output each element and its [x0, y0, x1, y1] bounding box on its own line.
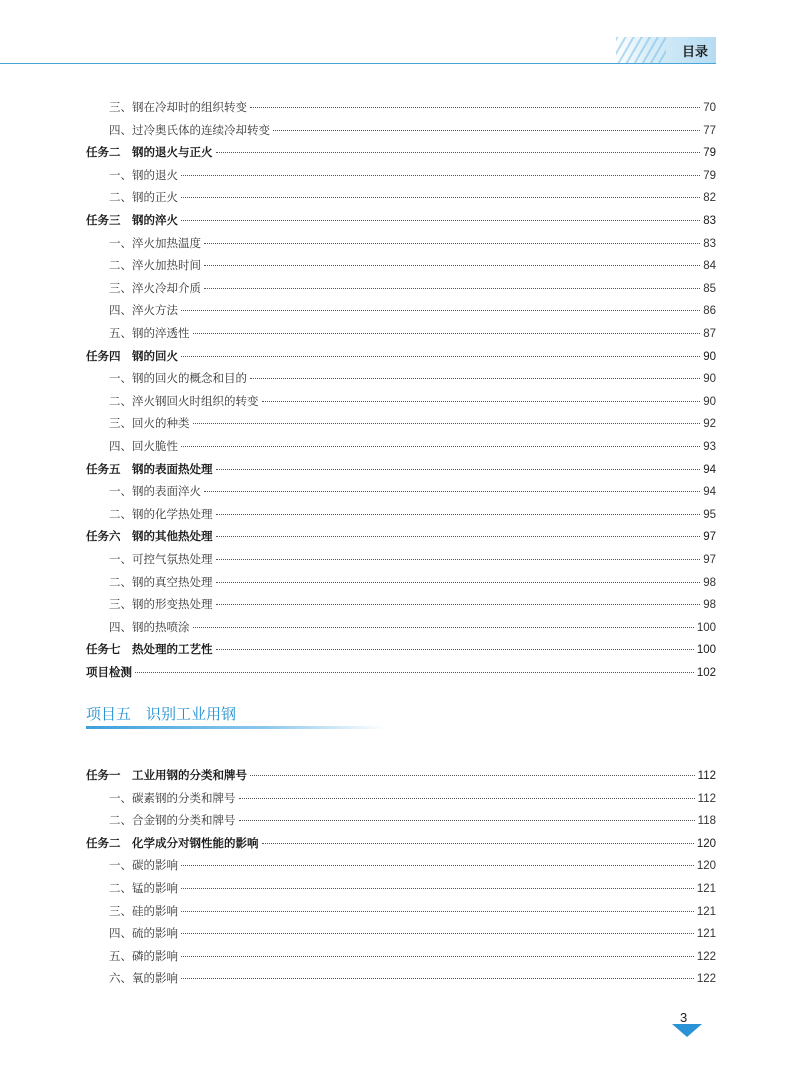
toc-entry-label: 五、钢的淬透性 [109, 326, 190, 340]
toc-sub-entry[interactable] [109, 323, 716, 343]
toc-sub-entry[interactable] [109, 901, 716, 921]
toc-sub-entry[interactable] [109, 617, 716, 637]
toc-entry-label: 四、淬火方法 [109, 303, 178, 318]
toc-entry-page: 98 [703, 576, 716, 589]
toc-leader-dots [181, 212, 700, 221]
toc-entry-page: 85 [703, 282, 716, 295]
toc-entry-page: 97 [703, 554, 716, 566]
toc-leader-dots [262, 393, 701, 402]
toc-leader-dots [216, 596, 701, 605]
toc-sub-entry[interactable] [109, 968, 716, 988]
toc-leader-dots [204, 483, 700, 492]
toc-entry-label: 三、钢在冷却时的组织转变 [109, 100, 247, 114]
toc-entry-page: 100 [696, 644, 716, 657]
toc-task-entry[interactable] [86, 639, 716, 659]
toc-entry-label: 二、淬火钢回火时组织的转变 [109, 393, 259, 408]
toc-leader-dots [216, 551, 701, 560]
toc-sub-entry[interactable] [109, 97, 716, 117]
toc-task-entry[interactable] [86, 833, 716, 853]
toc-entry-page: 70 [703, 102, 716, 114]
toc-entry-label: 一、碳素钢的分类和牌号 [109, 790, 236, 805]
toc-entry-page: 94 [703, 463, 716, 476]
toc-sub-entry[interactable] [109, 549, 716, 569]
toc-entry-label: 任务五 钢的表面热处理 [86, 461, 213, 476]
toc-entry-page: 90 [703, 395, 716, 408]
toc-entry-page: 122 [696, 973, 716, 986]
toc-entry-label: 三、硅的影响 [109, 903, 178, 918]
toc-leader-dots [204, 257, 700, 266]
toc-leader-dots [250, 370, 700, 379]
header-stripes [616, 37, 666, 63]
toc-sub-entry[interactable] [109, 300, 716, 320]
toc-entry-page: 79 [703, 147, 716, 160]
toc-leader-dots [193, 619, 694, 628]
toc-leader-dots [250, 99, 700, 108]
toc-leader-dots [250, 767, 695, 776]
toc-leader-dots [216, 528, 701, 537]
toc-leader-dots [181, 857, 694, 866]
toc-entry-label: 一、钢的回火的概念和目的 [109, 371, 247, 386]
toc-entry-label: 项目检测 [86, 665, 132, 679]
toc-entry-label: 任务一 工业用钢的分类和牌号 [86, 768, 247, 782]
toc-entry-page: 122 [696, 950, 716, 963]
page-number: 3 [680, 1010, 688, 1025]
toc-entry-label: 六、氧的影响 [109, 971, 178, 986]
toc-sub-entry[interactable] [109, 413, 716, 433]
toc-sub-entry[interactable] [109, 810, 716, 830]
toc-entry-label: 二、淬火加热时间 [109, 258, 201, 273]
toc-leader-dots [193, 415, 701, 424]
toc-leader-dots [181, 925, 694, 934]
toc-entry-page: 79 [703, 169, 716, 182]
toc-entry-page: 92 [703, 418, 716, 431]
toc-entry-label: 二、钢的化学热处理 [109, 506, 213, 521]
toc-entry-page: 90 [703, 373, 716, 386]
toc-sub-entry[interactable] [109, 120, 716, 140]
toc-task-entry[interactable] [86, 662, 716, 682]
toc-leader-dots [181, 970, 694, 979]
toc-entry-label: 任务三 钢的淬火 [86, 213, 178, 227]
toc-leader-dots [273, 122, 700, 131]
toc-leader-dots [239, 812, 695, 821]
toc-task-entry[interactable] [86, 526, 716, 546]
toc-leader-dots [216, 641, 694, 650]
toc-sub-entry[interactable] [109, 368, 716, 388]
toc-entry-label: 五、磷的影响 [109, 948, 178, 963]
toc-entry-page: 86 [703, 305, 716, 318]
toc-task-entry[interactable] [86, 765, 716, 785]
toc-entry-label: 任务七 热处理的工艺性 [86, 642, 213, 657]
toc-entry-page: 118 [697, 815, 716, 828]
toc-entry-label: 四、回火脆性 [109, 439, 178, 453]
toc-leader-dots [181, 189, 700, 198]
toc-leader-dots [262, 835, 694, 844]
toc-entry-page: 120 [696, 860, 716, 873]
toc-sub-entry[interactable] [109, 481, 716, 501]
toc-sub-entry[interactable] [109, 855, 716, 875]
toc-leader-dots [181, 948, 694, 957]
toc-entry-label: 一、可控气氛热处理 [109, 552, 213, 566]
toc-entry-page: 95 [703, 508, 716, 521]
toc-entry-page: 90 [703, 350, 716, 363]
toc-sub-entry[interactable] [109, 233, 716, 253]
toc-leader-dots [216, 574, 701, 583]
toc-entry-page: 84 [703, 260, 716, 273]
toc-entry-page: 87 [703, 328, 716, 340]
toc-entry-page: 94 [703, 486, 716, 499]
header-rule [0, 63, 716, 64]
toc-entry-label: 任务二 化学成分对钢性能的影响 [86, 835, 259, 850]
toc-leader-dots [135, 664, 694, 673]
toc-entry-page: 98 [703, 599, 716, 612]
toc-entry-label: 任务四 钢的回火 [86, 348, 178, 363]
toc-sub-entry[interactable] [109, 278, 716, 298]
toc-entry-page: 93 [703, 441, 716, 453]
toc-entry-label: 一、淬火加热温度 [109, 235, 201, 250]
toc-leader-dots [216, 461, 701, 470]
toc-leader-dots [239, 790, 695, 799]
toc-leader-dots [216, 506, 701, 515]
section-title: 项目五 识别工业用钢 [86, 705, 237, 723]
toc-entry-page: 83 [703, 237, 716, 250]
toc-entry-page: 82 [703, 192, 716, 205]
toc-sub-entry[interactable] [109, 255, 716, 275]
toc-leader-dots [181, 348, 700, 357]
header-tab [616, 37, 716, 63]
toc-leader-dots [204, 235, 700, 244]
toc-entry-label: 三、回火的种类 [109, 416, 190, 431]
toc-entry-label: 三、钢的形变热处理 [109, 597, 213, 612]
toc-entry-label: 任务二 钢的退火与正火 [86, 145, 213, 160]
toc-entry-label: 一、钢的退火 [109, 167, 178, 182]
toc-sub-entry[interactable] [109, 878, 716, 898]
toc-sub-entry[interactable] [109, 504, 716, 524]
toc-entry-page: 102 [696, 667, 716, 679]
toc-entry-label: 二、锰的影响 [109, 881, 178, 895]
toc-leader-dots [193, 325, 701, 334]
toc-entry-page: 100 [696, 621, 716, 634]
toc-entry-page: 77 [703, 124, 716, 137]
toc-leader-dots [204, 280, 700, 289]
toc-leader-dots [216, 144, 701, 153]
toc-leader-dots [181, 438, 700, 447]
toc-entry-page: 112 [697, 792, 716, 805]
toc-entry-page: 112 [697, 770, 716, 782]
toc-sub-entry[interactable] [109, 946, 716, 966]
toc-entry-page: 120 [696, 837, 716, 850]
toc-entry-label: 四、硫的影响 [109, 926, 178, 941]
toc-entry-label: 一、碳的影响 [109, 858, 178, 873]
toc-leader-dots [181, 167, 700, 176]
toc-leader-dots [181, 903, 694, 912]
toc-entry-page: 83 [703, 215, 716, 227]
toc-entry-label: 一、钢的表面淬火 [109, 484, 201, 499]
toc-entry-page: 121 [696, 928, 716, 941]
toc-sub-entry[interactable] [109, 391, 716, 411]
toc-entry-page: 97 [703, 531, 716, 544]
toc-entry-label: 四、过冷奥氏体的连续冷却转变 [109, 122, 270, 137]
toc-sub-entry[interactable] [109, 572, 716, 592]
toc-task-entry[interactable] [86, 142, 716, 162]
toc-leader-dots [181, 302, 700, 311]
toc-entry-label: 二、钢的正火 [109, 190, 178, 205]
toc-entry-label: 四、钢的热喷涂 [109, 619, 190, 634]
toc-sub-entry[interactable] [109, 923, 716, 943]
toc-task-entry[interactable] [86, 459, 716, 479]
toc-entry-page: 121 [696, 905, 716, 918]
toc-sub-entry[interactable] [109, 165, 716, 185]
toc-entry-page: 121 [696, 883, 716, 895]
section-underline [86, 726, 386, 729]
toc-entry-label: 二、合金钢的分类和牌号 [109, 813, 236, 828]
toc-leader-dots [181, 880, 694, 889]
toc-sub-entry[interactable] [109, 436, 716, 456]
toc-entry-label: 任务六 钢的其他热处理 [86, 529, 213, 544]
page-arrow-icon [672, 1024, 702, 1037]
toc-task-entry[interactable] [86, 210, 716, 230]
header-title: 目录 [681, 45, 708, 60]
toc-sub-entry[interactable] [109, 187, 716, 207]
toc-sub-entry[interactable] [109, 594, 716, 614]
toc-sub-entry[interactable] [109, 788, 716, 808]
toc-task-entry[interactable] [86, 346, 716, 366]
toc-entry-label: 三、淬火冷却介质 [109, 280, 201, 295]
toc-entry-label: 二、钢的真空热处理 [109, 574, 213, 589]
